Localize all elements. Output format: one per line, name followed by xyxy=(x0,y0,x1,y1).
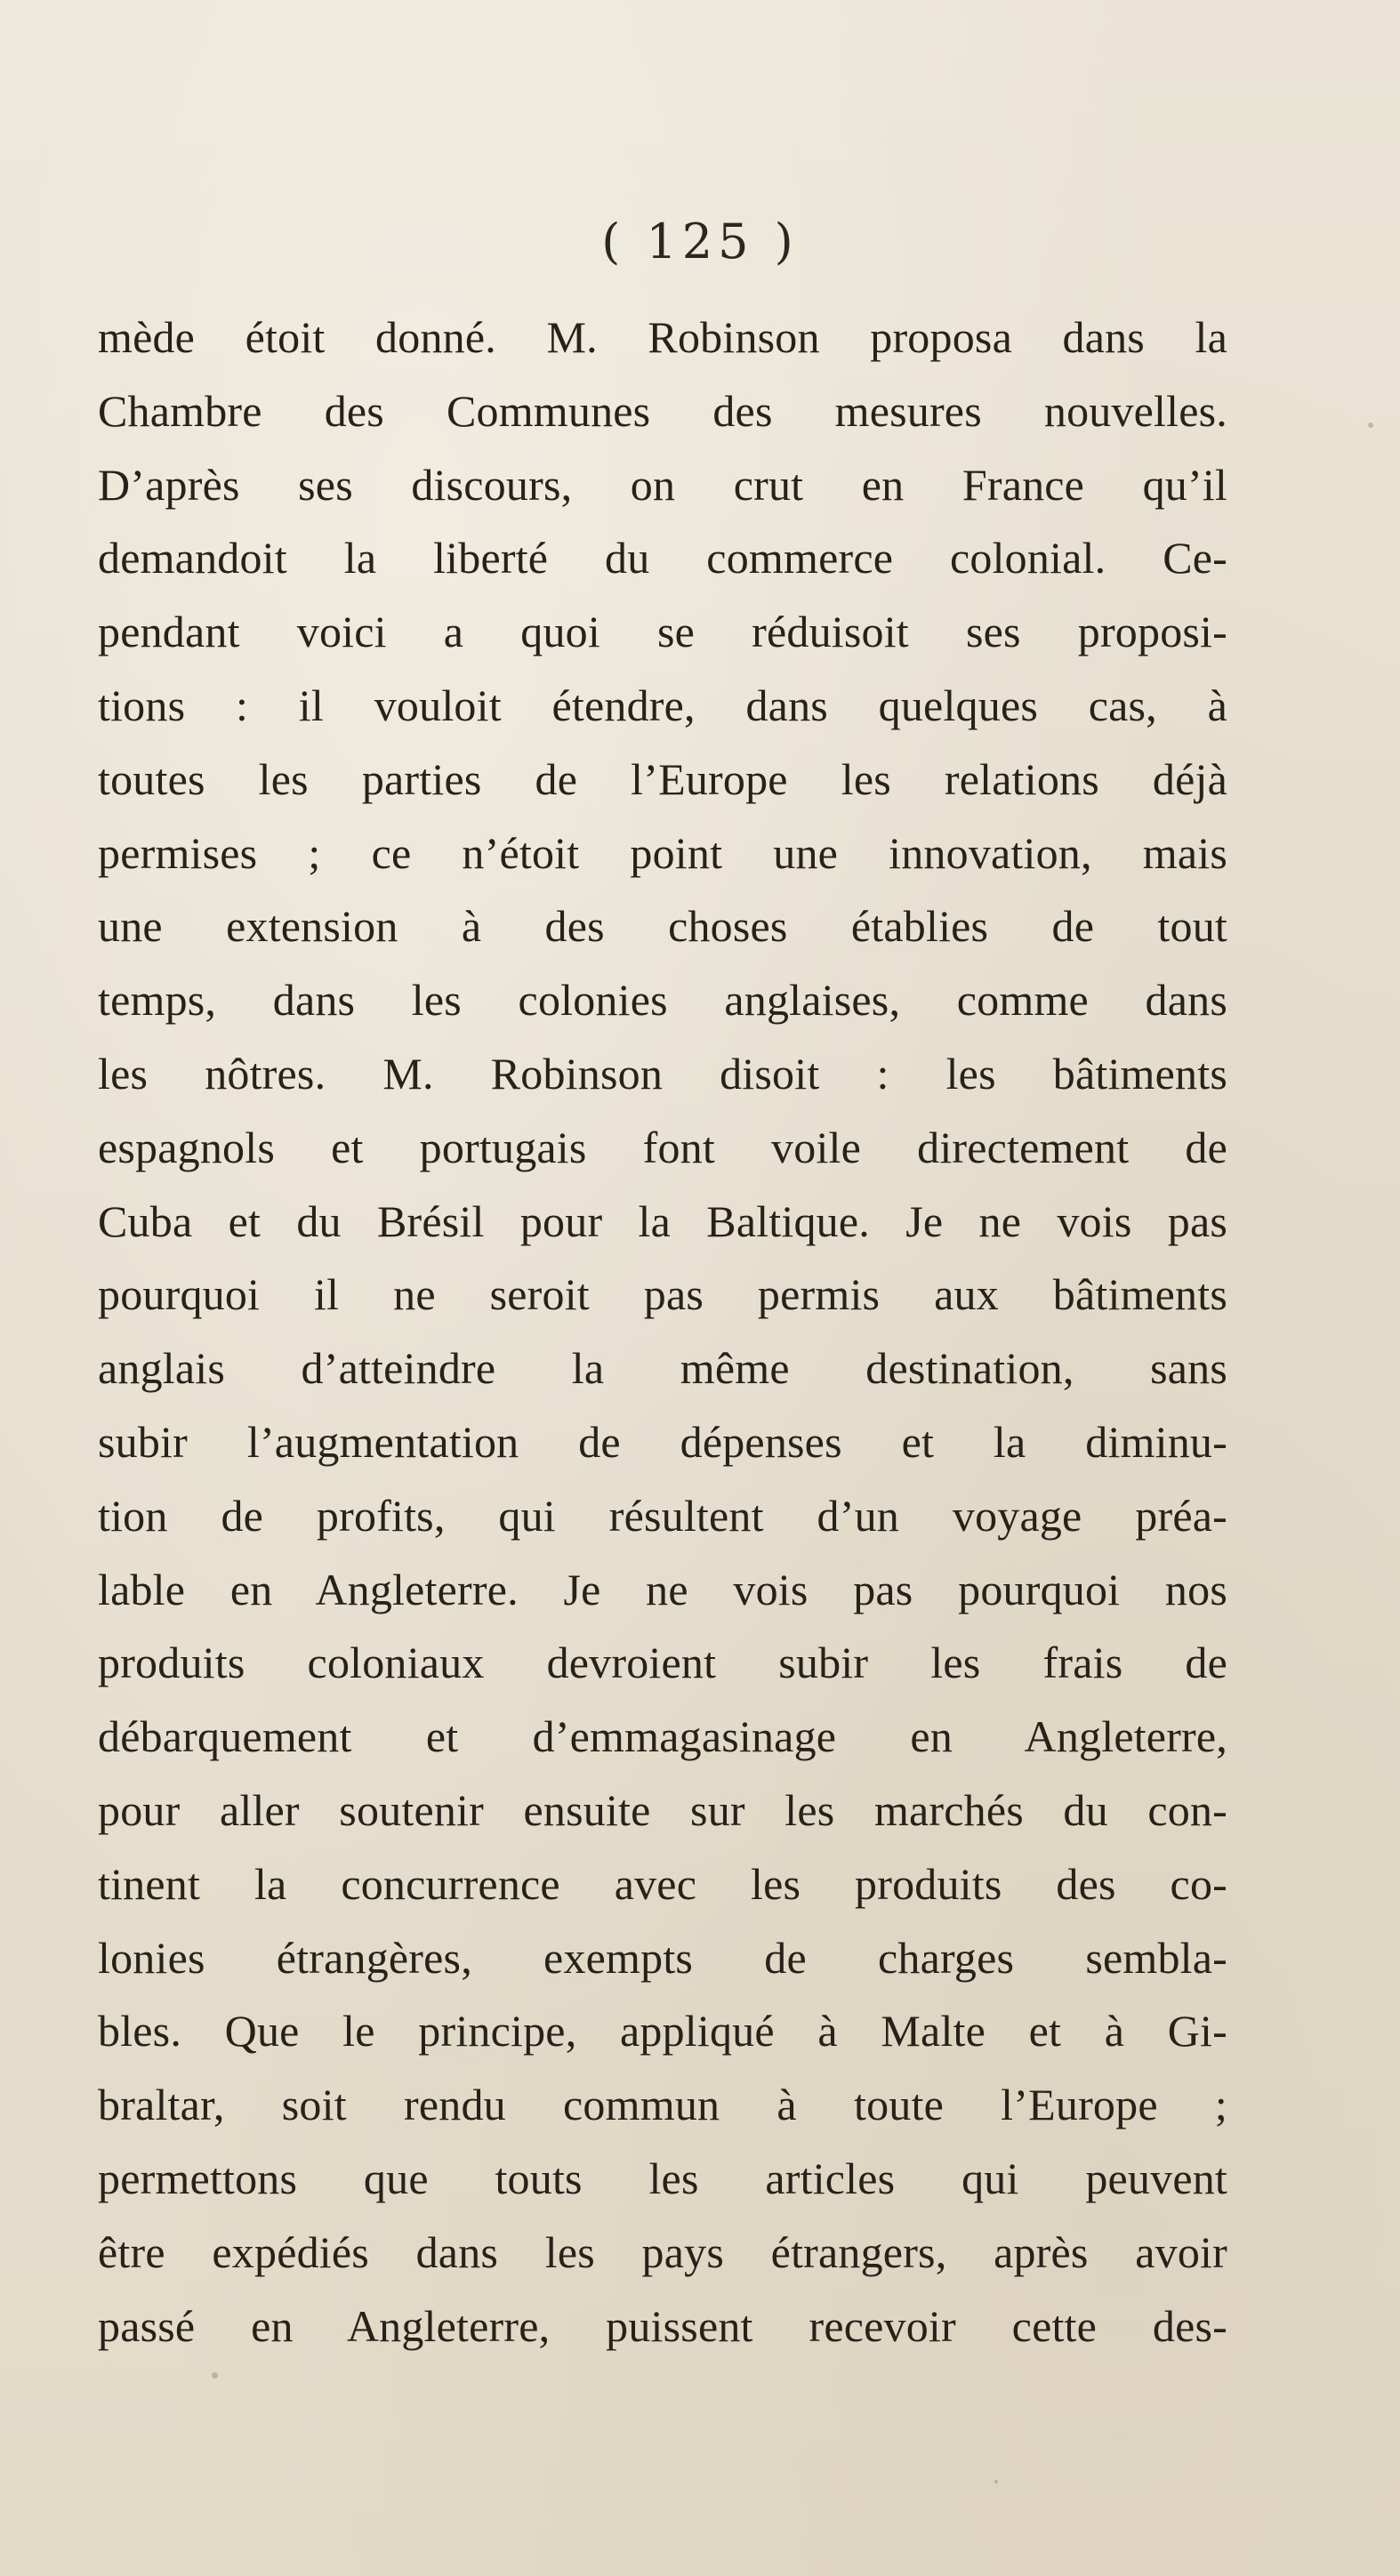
text-line: les nôtres. M. Robinson disoit : les bâtiments xyxy=(98,1048,1227,1099)
text-line: pendant voici a quoi se réduisoit ses proposi- xyxy=(98,607,1227,657)
text-line: subir l’augmentation de dépenses et la diminu- xyxy=(98,1416,1227,1467)
text-line: temps, dans les colonies anglaises, comme dans xyxy=(98,975,1227,1026)
text-line: tion de profits, qui résultent d’un voyage préa- xyxy=(98,1490,1227,1541)
text-line: demandoit la liberté du commerce colonial. Ce- xyxy=(98,533,1227,584)
paper-speck xyxy=(1368,423,1373,428)
paper-speck xyxy=(994,2480,998,2483)
text-line: Cuba et du Brésil pour la Baltique. Je ne vois pas xyxy=(98,1195,1227,1246)
text-line: être expédiés dans les pays étrangers, après avoir xyxy=(98,2226,1227,2277)
text-line: débarquement et d’emmagasinage en Angleterre, xyxy=(98,1711,1227,1762)
text-line: passé en Angleterre, puissent recevoir cette des- xyxy=(98,2300,1227,2351)
text-line: tinent la concurrence avec les produits des co- xyxy=(98,1858,1227,1909)
text-line: D’après ses discours, on crut en France qu’il xyxy=(98,459,1227,510)
text-line: espagnols et portugais font voile directement de xyxy=(98,1122,1227,1172)
text-line: pourquoi il ne seroit pas permis aux bâtiments xyxy=(98,1269,1227,1320)
text-line: pour aller soutenir ensuite sur les marchés du con- xyxy=(98,1784,1227,1835)
text-line: tions : il vouloit étendre, dans quelques cas, à xyxy=(98,680,1227,730)
text-line: bles. Que le principe, appliqué à Malte et à Gi- xyxy=(98,2006,1227,2057)
text-line: produits coloniaux devroient subir les frais de xyxy=(98,1638,1227,1688)
text-line: lonies étrangères, exempts de charges sembla- xyxy=(98,1932,1227,1983)
paper-speck xyxy=(212,2372,218,2379)
page-number: ( 125 ) xyxy=(601,213,799,270)
text-line: Chambre des Communes des mesures nouvelles. xyxy=(98,385,1227,436)
text-line: anglais d’atteindre la même destination, sans xyxy=(98,1343,1227,1394)
text-line: une extension à des choses établies de tout xyxy=(98,901,1227,952)
text-line: mède étoit donné. M. Robinson proposa dans la xyxy=(98,312,1227,362)
text-line: lable en Angleterre. Je ne vois pas pourquoi nos xyxy=(98,1564,1227,1614)
body-text xyxy=(98,301,1227,2363)
text-line: permises ; ce n’étoit point une innovation, mais xyxy=(98,827,1227,878)
text-line: braltar, soit rendu commun à toute l’Europe ; xyxy=(98,2080,1227,2130)
text-line: permettons que touts les articles qui peuvent xyxy=(98,2153,1227,2203)
text-line: toutes les parties de l’Europe les relations déjà xyxy=(98,753,1227,804)
